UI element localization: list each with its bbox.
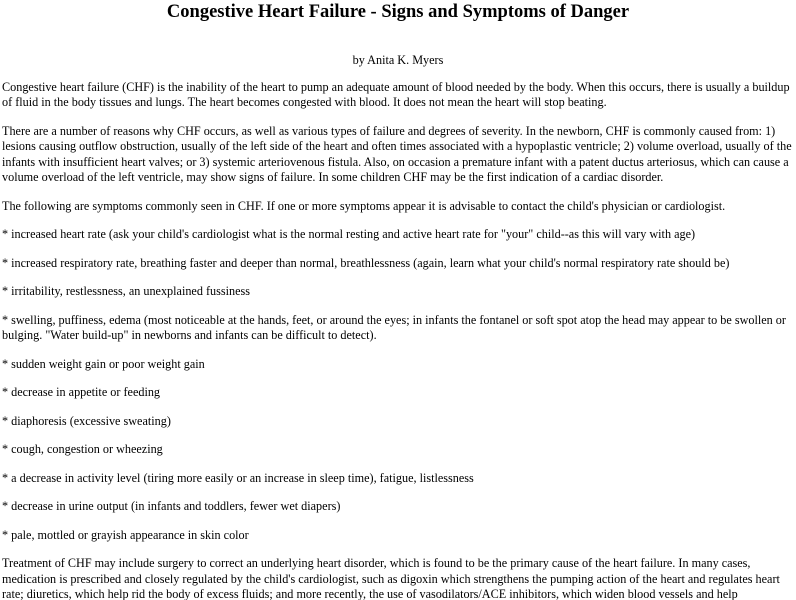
symptom-item: * diaphoresis (excessive sweating) bbox=[2, 413, 171, 428]
causes-paragraph: There are a number of reasons why CHF occurs, as well as various types of failure and degrees of severity. In the newborn, CHF is commonly caused from: 1) lesions causing outflow obstruction, usually of the left side of the heart and often times associated with a hypoplastic ventricle; 2) volume overload, usually of the infants with insufficient heart valves; or 3) systemic arteriovenous fistula. Also, on occasion a premature infant with a patent ductus arteriosus, which can cause a volume overload of the left ventricle, may show signs of failure. In some children CHF may be the first indication of a cardiac disorder. bbox=[2, 123, 792, 184]
symptoms-intro-paragraph: The following are symptoms commonly seen in CHF. If one or more symptoms appear it is advisable to contact the child's physician or cardiologist. bbox=[2, 198, 726, 213]
symptom-item: * decrease in urine output (in infants and toddlers, fewer wet diapers) bbox=[2, 499, 341, 513]
symptom-item: * a decrease in activity level (tiring more easily or an increase in sleep time), fatigue, listlessness bbox=[2, 470, 474, 485]
symptom-item: * increased heart rate (ask your child's cardiologist what is the normal resting and active heart rate for "your" child--as this will vary with age) bbox=[2, 227, 696, 241]
intro-paragraph: Congestive heart failure (CHF) is the inability of the heart to pump an adequate amount of blood needed by the body. When this occurs, there is usually a buildup of fluid in the body tissues and lungs. The heart becomes congested with blood. It does not mean the heart will stop beating. bbox=[2, 79, 790, 109]
symptom-item: * cough, congestion or wheezing bbox=[2, 442, 163, 456]
symptom-item: * increased respiratory rate, breathing faster and deeper than normal, breathlessness (again, learn what your child's normal respiratory rate should be) bbox=[2, 255, 730, 270]
treatment-paragraph: Treatment of CHF may include surgery to correct an underlying heart disorder, which is found to be the primary cause of the heart failure. In many cases, medication is prescribed and closely regulated by the child's cardiologist, such as digoxin which strengthens the pumping action of the heart and regulates heart rate; diuretics, which help rid the body of excess fluids; and more recently, the use of vasodilators/ACE inhibitors, which widen blood vessels and help bbox=[2, 556, 780, 600]
symptom-item: * pale, mottled or grayish appearance in skin color bbox=[2, 527, 249, 542]
author-byline: by Anita K. Myers bbox=[352, 53, 444, 67]
symptom-item: * irritability, restlessness, an unexplained fussiness bbox=[2, 284, 250, 298]
page-title: Congestive Heart Failure - Signs and Symptoms of Danger bbox=[166, 2, 630, 22]
symptom-item: * sudden weight gain or poor weight gain bbox=[2, 356, 205, 371]
symptom-item: * decrease in appetite or feeding bbox=[2, 385, 161, 399]
symptom-item: * swelling, puffiness, edema (most noticeable at the hands, feet, or around the eyes; in infants the fontanel or soft spot atop the head may appear to be swollen or bulging. "Water build-up" in newborns and infants can be difficult to detect). bbox=[2, 312, 786, 342]
